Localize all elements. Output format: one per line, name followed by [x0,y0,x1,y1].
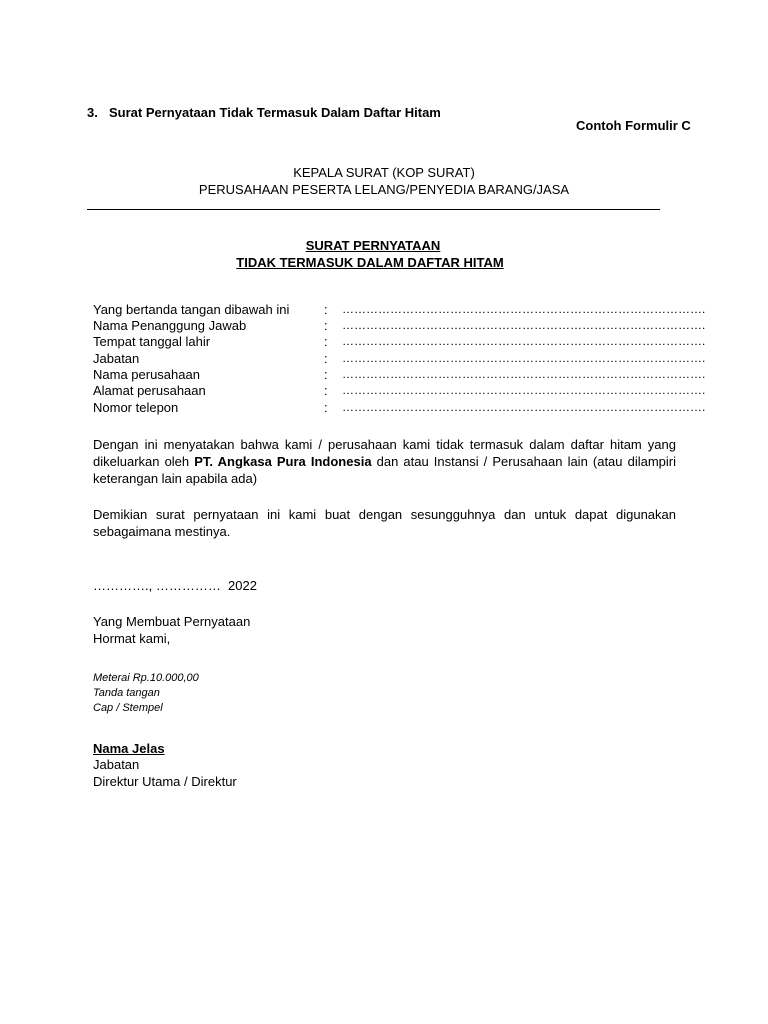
form-field-separator: : [324,351,328,366]
form-field-company-address [93,383,706,399]
form-field-label: Nomor telepon [93,400,179,415]
statement-text-end: dan atau Instansi / Perusahaan lain (atau dilampiri keterangan lain apabila ada) [93,454,676,486]
statement-text-start: Dengan ini menyatakan bahwa kami / perusahaan kami tidak termasuk dalam daftar hitam yang dikeluarkan oleh [93,437,676,469]
form-field-separator: : [324,302,328,317]
form-field-label: Jabatan [93,351,140,366]
form-field-label: Yang bertanda tangan dibawah ini [93,302,290,317]
closing-paragraph: Demikian surat pernyataan ini kami buat dengan sesungguhnya dan untuk dapat digunakan sebagaimana mestinya. [93,507,676,539]
form-field-birth-place-date [93,334,706,350]
closing-line-2: Hormat kami, [93,631,171,646]
date-line: …………., …………… 2022 [93,578,257,593]
form-field-phone [93,400,706,416]
form-field-blank: ………………………………………………………………………………. [342,400,706,414]
letterhead-divider [87,209,660,210]
letterhead-line-2: PERUSAHAAN PESERTA LELANG/PENYEDIA BARANG/JASA [198,182,570,197]
form-field-label: Nama perusahaan [93,367,200,382]
form-field-separator: : [324,400,328,415]
statement-title-line-1: SURAT PERNYATAAN [305,238,441,253]
form-field-blank: ………………………………………………………………………………. [342,318,706,332]
signature-note: Tanda tangan [93,687,160,699]
form-field-blank: ………………………………………………………………………………. [342,351,706,365]
form-field-label: Alamat perusahaan [93,383,206,398]
form-field-blank: ………………………………………………………………………………. [342,302,706,316]
statement-paragraph [93,436,676,487]
form-field-separator: : [324,383,328,398]
section-number: 3. [87,105,98,120]
form-field-blank: ………………………………………………………………………………. [342,383,706,397]
form-field-label: Tempat tanggal lahir [93,334,211,349]
form-field-blank: ………………………………………………………………………………. [342,367,706,381]
closing-line-1: Yang Membuat Pernyataan [93,614,251,629]
company-name-bold: PT. Angkasa Pura Indonesia [194,454,372,469]
form-field-signer [93,302,706,318]
form-label: Contoh Formulir C [576,118,691,133]
signer-name: Nama Jelas [93,741,165,756]
signer-position: Jabatan [93,757,140,772]
stamp-duty-note: Meterai Rp.10.000,00 [93,672,199,684]
signer-title: Direktur Utama / Direktur [93,774,237,789]
form-field-label: Nama Penanggung Jawab [93,318,247,333]
form-field-separator: : [324,334,328,349]
section-title: Surat Pernyataan Tidak Termasuk Dalam Daftar Hitam [109,105,441,120]
form-field-position [93,351,706,367]
form-field-company-name [93,367,706,383]
letterhead-line-1: KEPALA SURAT (KOP SURAT) [293,165,475,180]
form-field-separator: : [324,367,328,382]
form-field-responsible-name [93,318,706,334]
form-field-separator: : [324,318,328,333]
company-seal-note: Cap / Stempel [93,702,163,714]
form-field-blank: ………………………………………………………………………………. [342,334,706,348]
statement-title-line-2: TIDAK TERMASUK DALAM DAFTAR HITAM [236,255,504,270]
